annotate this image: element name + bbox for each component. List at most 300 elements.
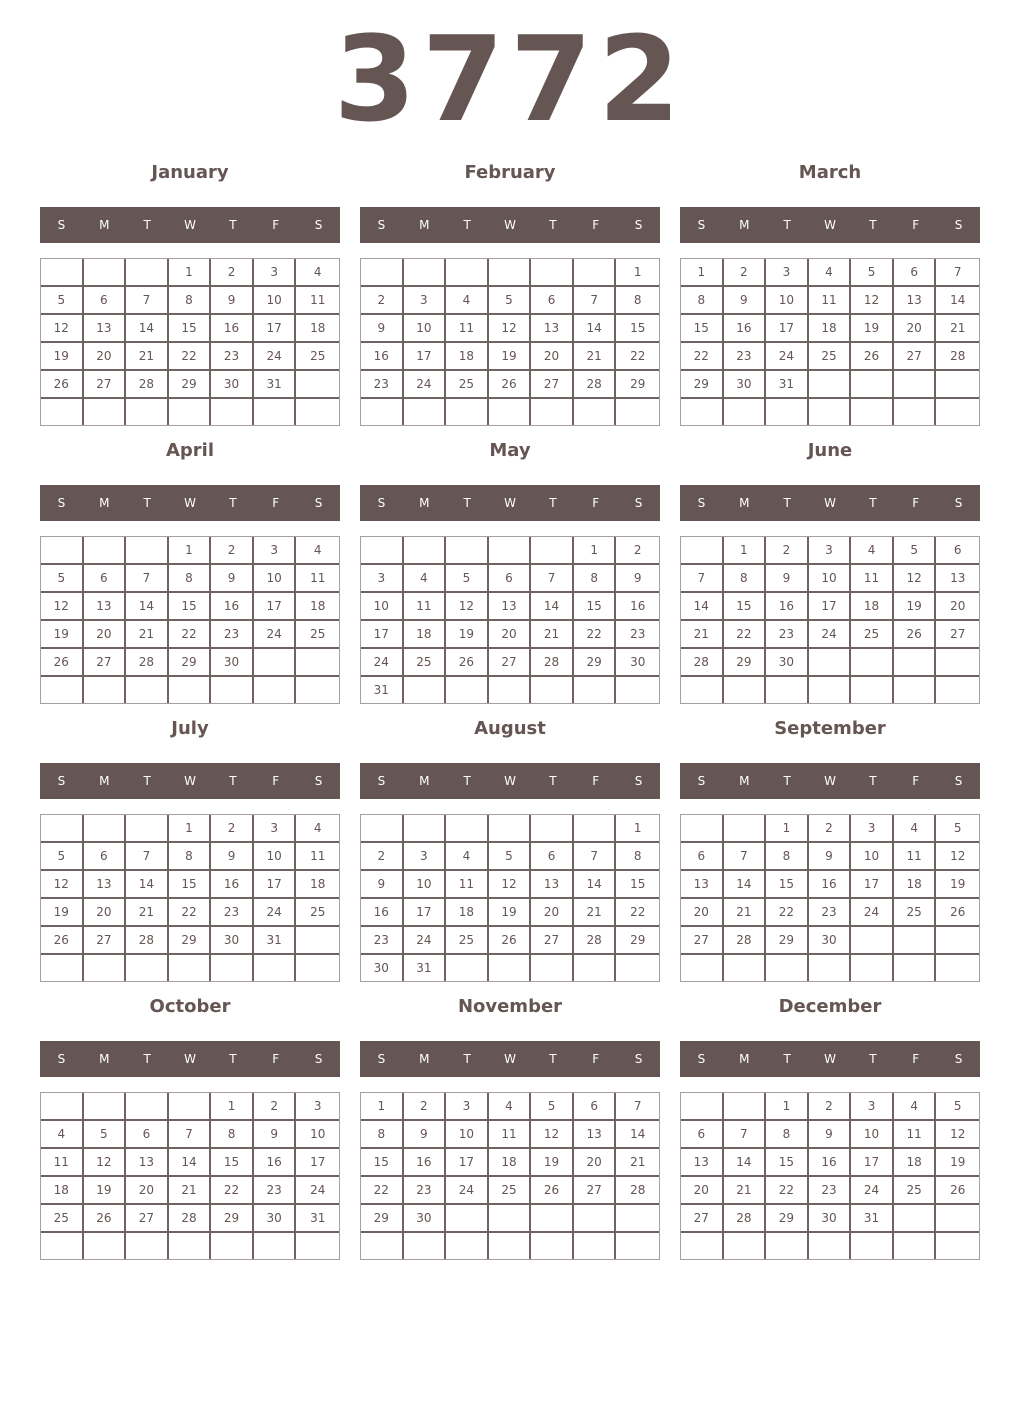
weekday-label: F — [912, 1052, 920, 1066]
day-cell: 31 — [361, 677, 404, 703]
day-cell — [489, 815, 532, 843]
month-title: March — [798, 162, 862, 183]
day-cell: 8 — [361, 1121, 404, 1149]
weekday-label: W — [504, 496, 516, 510]
day-cell — [41, 259, 84, 287]
day-cell: 3 — [404, 843, 447, 871]
day-cell — [404, 399, 447, 425]
day-cell: 21 — [531, 621, 574, 649]
day-cell: 17 — [254, 593, 297, 621]
day-cell: 13 — [681, 1149, 724, 1177]
day-cell: 27 — [681, 927, 724, 955]
weekday-label: S — [377, 774, 386, 788]
day-cell — [894, 649, 937, 677]
day-cell: 5 — [489, 287, 532, 315]
weekday-label: F — [272, 218, 280, 232]
day-cell: 12 — [936, 843, 979, 871]
day-grid — [360, 536, 660, 704]
day-cell — [296, 1233, 339, 1259]
day-cell: 10 — [809, 565, 852, 593]
day-cell: 27 — [84, 649, 127, 677]
day-cell — [361, 815, 404, 843]
day-cell — [574, 1233, 617, 1259]
day-cell: 11 — [296, 843, 339, 871]
day-cell: 15 — [574, 593, 617, 621]
day-cell: 28 — [531, 649, 574, 677]
weekday-label: T — [143, 496, 151, 510]
day-cell: 21 — [126, 343, 169, 371]
day-cell: 26 — [84, 1205, 127, 1233]
weekday-header — [680, 485, 980, 521]
day-cell: 10 — [851, 1121, 894, 1149]
day-cell: 1 — [681, 259, 724, 287]
day-cell: 13 — [531, 871, 574, 899]
day-cell: 3 — [254, 259, 297, 287]
day-cell — [446, 815, 489, 843]
day-cell: 10 — [851, 843, 894, 871]
day-cell — [41, 1233, 84, 1259]
day-cell: 27 — [681, 1205, 724, 1233]
day-cell: 1 — [616, 259, 659, 287]
day-cell: 30 — [211, 927, 254, 955]
day-cell: 24 — [254, 621, 297, 649]
day-cell: 1 — [169, 815, 212, 843]
day-cell — [936, 399, 979, 425]
day-cell: 14 — [724, 871, 767, 899]
day-cell: 20 — [84, 621, 127, 649]
day-cell: 28 — [169, 1205, 212, 1233]
day-cell: 8 — [169, 565, 212, 593]
month-title: May — [489, 440, 531, 461]
day-cell — [446, 259, 489, 287]
day-cell — [489, 1233, 532, 1259]
day-cell: 10 — [404, 315, 447, 343]
day-cell: 26 — [531, 1177, 574, 1205]
day-cell — [681, 815, 724, 843]
day-cell: 20 — [574, 1149, 617, 1177]
day-cell: 12 — [446, 593, 489, 621]
day-cell — [404, 1233, 447, 1259]
day-cell: 7 — [169, 1121, 212, 1149]
weekday-label: F — [592, 496, 600, 510]
weekday-label: T — [229, 496, 237, 510]
day-cell — [531, 1233, 574, 1259]
weekday-label: T — [549, 1052, 557, 1066]
day-cell: 17 — [851, 871, 894, 899]
day-cell: 13 — [489, 593, 532, 621]
day-cell: 31 — [296, 1205, 339, 1233]
day-cell: 2 — [809, 815, 852, 843]
day-cell — [84, 677, 127, 703]
day-cell: 19 — [489, 899, 532, 927]
weekday-label: T — [229, 774, 237, 788]
weekday-label: T — [463, 496, 471, 510]
day-cell: 24 — [404, 371, 447, 399]
day-cell: 16 — [724, 315, 767, 343]
day-cell: 9 — [211, 843, 254, 871]
day-cell: 18 — [296, 593, 339, 621]
day-cell — [361, 259, 404, 287]
day-cell: 2 — [211, 815, 254, 843]
day-cell: 18 — [809, 315, 852, 343]
day-cell: 4 — [894, 1093, 937, 1121]
day-cell: 12 — [851, 287, 894, 315]
day-cell: 23 — [211, 621, 254, 649]
day-cell: 19 — [894, 593, 937, 621]
day-cell — [616, 1233, 659, 1259]
weekday-label: M — [739, 1052, 750, 1066]
weekday-label: F — [912, 496, 920, 510]
day-cell: 17 — [254, 315, 297, 343]
day-cell: 5 — [531, 1093, 574, 1121]
day-cell: 15 — [616, 871, 659, 899]
day-cell: 16 — [809, 871, 852, 899]
day-cell — [446, 677, 489, 703]
day-cell — [936, 1205, 979, 1233]
day-cell: 19 — [41, 621, 84, 649]
day-cell: 15 — [766, 871, 809, 899]
day-cell: 30 — [766, 649, 809, 677]
weekday-label: T — [869, 496, 877, 510]
day-cell: 10 — [254, 843, 297, 871]
day-cell: 15 — [169, 871, 212, 899]
day-cell — [724, 955, 767, 981]
day-cell: 25 — [446, 371, 489, 399]
day-cell: 25 — [296, 343, 339, 371]
day-cell — [169, 1233, 212, 1259]
day-cell: 31 — [404, 955, 447, 981]
day-cell — [894, 1233, 937, 1259]
day-cell: 5 — [936, 1093, 979, 1121]
day-cell: 9 — [766, 565, 809, 593]
weekday-label: F — [912, 774, 920, 788]
day-grid — [680, 536, 980, 704]
day-cell: 21 — [169, 1177, 212, 1205]
day-grid — [680, 258, 980, 426]
day-cell: 2 — [211, 259, 254, 287]
day-cell: 27 — [489, 649, 532, 677]
day-cell: 23 — [404, 1177, 447, 1205]
day-cell: 29 — [616, 371, 659, 399]
day-cell — [489, 259, 532, 287]
day-cell: 18 — [489, 1149, 532, 1177]
day-cell: 24 — [851, 1177, 894, 1205]
day-cell: 15 — [766, 1149, 809, 1177]
day-grid — [40, 1092, 340, 1260]
day-cell: 24 — [766, 343, 809, 371]
day-cell: 13 — [126, 1149, 169, 1177]
day-cell: 30 — [809, 1205, 852, 1233]
day-cell: 6 — [531, 287, 574, 315]
day-cell: 18 — [296, 315, 339, 343]
day-cell: 15 — [169, 315, 212, 343]
day-cell — [296, 955, 339, 981]
day-cell: 18 — [446, 899, 489, 927]
day-cell: 19 — [851, 315, 894, 343]
day-cell — [446, 955, 489, 981]
day-cell: 16 — [766, 593, 809, 621]
weekday-label: S — [377, 1052, 386, 1066]
day-cell: 13 — [531, 315, 574, 343]
day-cell — [894, 955, 937, 981]
day-cell: 27 — [894, 343, 937, 371]
day-cell: 2 — [254, 1093, 297, 1121]
day-cell: 3 — [254, 815, 297, 843]
day-cell — [724, 399, 767, 425]
day-cell: 24 — [296, 1177, 339, 1205]
day-cell: 3 — [851, 1093, 894, 1121]
day-cell — [809, 1233, 852, 1259]
day-cell — [41, 399, 84, 425]
day-cell: 25 — [296, 899, 339, 927]
day-cell: 22 — [361, 1177, 404, 1205]
day-cell: 10 — [296, 1121, 339, 1149]
day-cell: 17 — [361, 621, 404, 649]
day-cell: 7 — [126, 565, 169, 593]
day-cell: 5 — [41, 287, 84, 315]
day-cell: 11 — [41, 1149, 84, 1177]
day-cell — [84, 1233, 127, 1259]
day-cell — [616, 399, 659, 425]
weekday-label: M — [419, 1052, 430, 1066]
day-cell: 30 — [616, 649, 659, 677]
day-cell: 21 — [574, 899, 617, 927]
day-cell — [531, 1205, 574, 1233]
day-cell: 29 — [681, 371, 724, 399]
weekday-label: T — [869, 218, 877, 232]
day-cell — [489, 399, 532, 425]
day-cell: 13 — [84, 871, 127, 899]
day-cell — [766, 677, 809, 703]
day-cell: 4 — [296, 537, 339, 565]
day-cell: 29 — [766, 1205, 809, 1233]
weekday-label: T — [463, 774, 471, 788]
day-cell: 18 — [404, 621, 447, 649]
day-cell: 19 — [446, 621, 489, 649]
day-cell — [211, 1233, 254, 1259]
weekday-label: S — [954, 218, 963, 232]
day-cell: 8 — [169, 843, 212, 871]
weekday-label: F — [592, 218, 600, 232]
day-cell: 4 — [41, 1121, 84, 1149]
day-cell: 9 — [361, 871, 404, 899]
day-cell: 16 — [616, 593, 659, 621]
day-cell — [681, 955, 724, 981]
weekday-label: T — [463, 1052, 471, 1066]
day-cell: 12 — [41, 871, 84, 899]
day-cell: 8 — [724, 565, 767, 593]
day-cell: 4 — [296, 259, 339, 287]
day-cell: 26 — [41, 927, 84, 955]
day-cell: 6 — [574, 1093, 617, 1121]
day-cell: 8 — [766, 1121, 809, 1149]
weekday-label: T — [549, 496, 557, 510]
day-cell: 12 — [531, 1121, 574, 1149]
day-cell: 24 — [809, 621, 852, 649]
day-cell: 19 — [936, 1149, 979, 1177]
day-cell — [936, 677, 979, 703]
day-cell: 28 — [126, 927, 169, 955]
day-cell — [681, 1233, 724, 1259]
day-cell: 19 — [41, 343, 84, 371]
day-cell: 9 — [616, 565, 659, 593]
day-cell — [404, 537, 447, 565]
day-cell: 2 — [766, 537, 809, 565]
day-cell: 26 — [894, 621, 937, 649]
day-cell — [169, 955, 212, 981]
day-cell — [936, 371, 979, 399]
weekday-label: W — [824, 496, 836, 510]
day-cell: 1 — [169, 259, 212, 287]
day-cell: 24 — [446, 1177, 489, 1205]
day-cell: 3 — [404, 287, 447, 315]
day-cell — [531, 259, 574, 287]
day-cell: 13 — [936, 565, 979, 593]
weekday-label: T — [229, 1052, 237, 1066]
day-grid — [680, 1092, 980, 1260]
day-cell: 15 — [169, 593, 212, 621]
day-cell: 9 — [809, 843, 852, 871]
day-cell: 29 — [724, 649, 767, 677]
day-cell: 17 — [766, 315, 809, 343]
weekday-label: W — [504, 1052, 516, 1066]
day-cell: 26 — [936, 899, 979, 927]
day-cell: 30 — [254, 1205, 297, 1233]
day-cell: 3 — [809, 537, 852, 565]
day-cell: 11 — [404, 593, 447, 621]
month-title: January — [151, 162, 229, 183]
weekday-label: M — [419, 774, 430, 788]
weekday-label: S — [314, 496, 323, 510]
day-cell: 26 — [936, 1177, 979, 1205]
day-cell: 28 — [126, 371, 169, 399]
day-cell: 3 — [766, 259, 809, 287]
day-cell — [254, 399, 297, 425]
day-cell: 27 — [531, 927, 574, 955]
day-cell — [681, 537, 724, 565]
weekday-label: T — [549, 774, 557, 788]
day-cell: 6 — [489, 565, 532, 593]
weekday-header — [40, 1041, 340, 1077]
weekday-label: T — [143, 218, 151, 232]
weekday-label: W — [504, 218, 516, 232]
day-cell: 5 — [41, 843, 84, 871]
day-cell — [574, 955, 617, 981]
day-cell: 9 — [211, 287, 254, 315]
day-cell: 24 — [254, 899, 297, 927]
day-cell — [724, 1233, 767, 1259]
day-cell: 10 — [766, 287, 809, 315]
day-cell — [851, 677, 894, 703]
day-cell — [809, 955, 852, 981]
day-cell — [574, 815, 617, 843]
day-grid — [360, 814, 660, 982]
day-cell: 6 — [894, 259, 937, 287]
day-cell — [766, 1233, 809, 1259]
day-cell — [851, 927, 894, 955]
day-cell: 4 — [446, 287, 489, 315]
day-cell: 28 — [681, 649, 724, 677]
day-cell: 3 — [851, 815, 894, 843]
day-cell: 23 — [211, 343, 254, 371]
day-cell: 7 — [681, 565, 724, 593]
weekday-label: S — [57, 218, 66, 232]
day-cell: 28 — [574, 927, 617, 955]
day-cell — [41, 955, 84, 981]
day-cell: 23 — [361, 927, 404, 955]
day-cell: 24 — [361, 649, 404, 677]
day-cell — [446, 1205, 489, 1233]
day-cell — [809, 649, 852, 677]
day-cell: 7 — [126, 843, 169, 871]
day-cell: 16 — [361, 899, 404, 927]
day-cell: 29 — [169, 371, 212, 399]
day-cell — [766, 955, 809, 981]
day-cell: 11 — [809, 287, 852, 315]
weekday-label: W — [184, 774, 196, 788]
weekday-header — [40, 763, 340, 799]
day-cell: 16 — [809, 1149, 852, 1177]
day-cell: 20 — [126, 1177, 169, 1205]
day-cell — [169, 399, 212, 425]
day-cell — [851, 649, 894, 677]
day-cell: 29 — [169, 649, 212, 677]
day-grid — [680, 814, 980, 982]
day-cell — [616, 955, 659, 981]
day-cell: 27 — [126, 1205, 169, 1233]
day-cell — [84, 1093, 127, 1121]
day-cell: 3 — [296, 1093, 339, 1121]
day-cell: 11 — [296, 565, 339, 593]
day-cell: 19 — [936, 871, 979, 899]
day-cell: 22 — [169, 343, 212, 371]
day-cell: 29 — [766, 927, 809, 955]
day-cell: 5 — [446, 565, 489, 593]
day-cell: 15 — [616, 315, 659, 343]
weekday-label: W — [184, 1052, 196, 1066]
day-cell: 25 — [809, 343, 852, 371]
day-cell — [296, 371, 339, 399]
weekday-label: M — [99, 774, 110, 788]
weekday-label: S — [634, 1052, 643, 1066]
day-cell: 2 — [211, 537, 254, 565]
day-cell: 20 — [84, 899, 127, 927]
weekday-label: S — [377, 496, 386, 510]
day-cell — [404, 815, 447, 843]
day-cell: 28 — [574, 371, 617, 399]
day-cell: 14 — [616, 1121, 659, 1149]
day-cell — [84, 815, 127, 843]
day-cell: 9 — [361, 315, 404, 343]
day-cell — [531, 815, 574, 843]
day-cell: 11 — [894, 843, 937, 871]
day-cell: 28 — [936, 343, 979, 371]
day-cell — [936, 927, 979, 955]
day-cell: 30 — [361, 955, 404, 981]
day-cell — [574, 259, 617, 287]
weekday-label: T — [229, 218, 237, 232]
weekday-label: T — [869, 774, 877, 788]
day-cell — [254, 677, 297, 703]
day-cell — [724, 815, 767, 843]
day-cell: 19 — [489, 343, 532, 371]
day-grid — [40, 536, 340, 704]
day-cell: 4 — [894, 815, 937, 843]
month-title: April — [165, 440, 215, 461]
day-cell: 16 — [211, 593, 254, 621]
day-cell — [531, 955, 574, 981]
day-cell: 23 — [616, 621, 659, 649]
